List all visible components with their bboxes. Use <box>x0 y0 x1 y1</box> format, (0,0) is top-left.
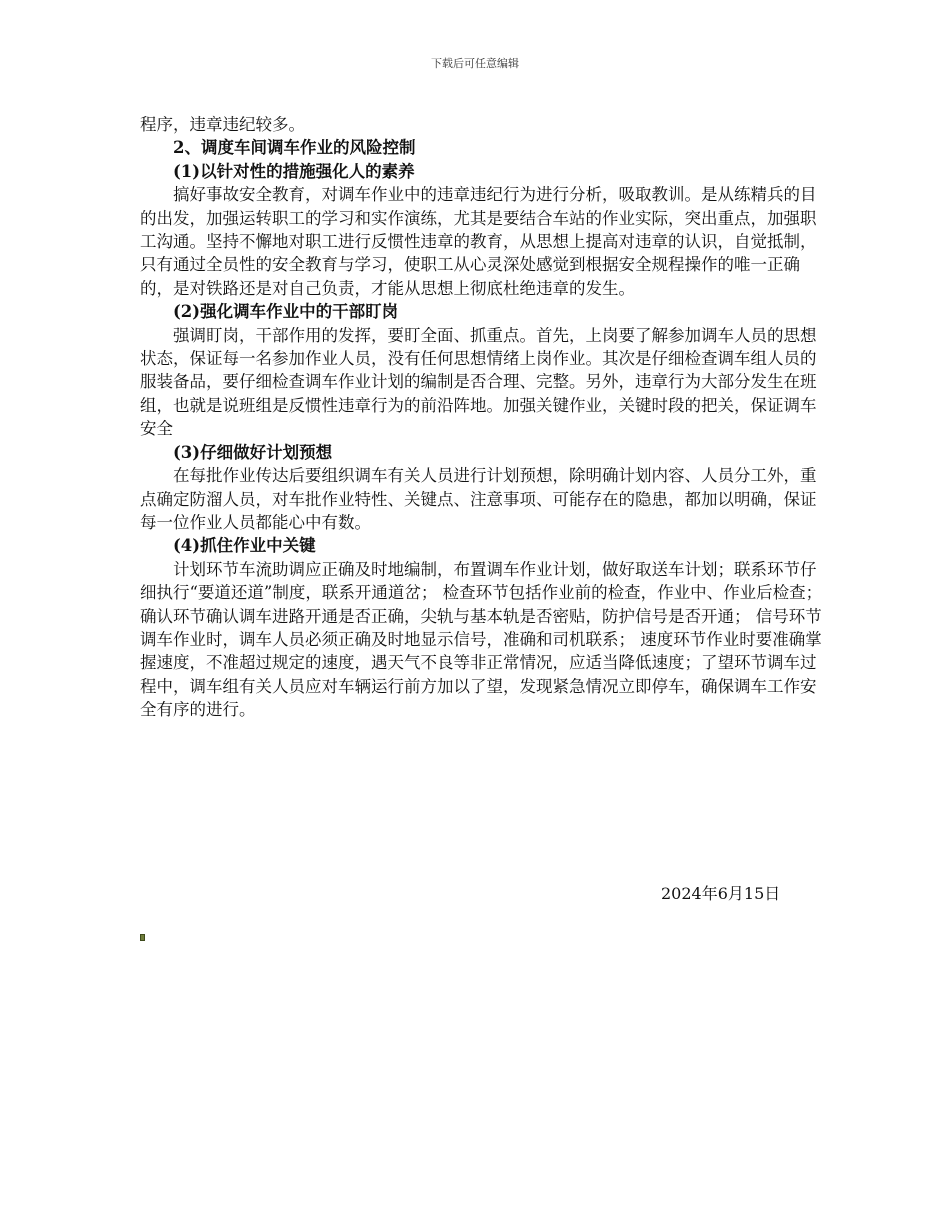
document-date: 2024年6月15日 <box>661 884 781 903</box>
paragraph-1: 搞好事故安全教育，对调车作业中的违章违纪行为进行分析，吸取教训。是从练精兵的目的出发，加强运转职工的学习和实作演练，尤其是要结合车站的作业实际，突出重点，加强职工沟通。坚持不懈地对职工进行反惯性违章的教育，从思想上提高对违章的认识，自觉抵制，只有通过全员性的安全教育与学习，使职工从心灵深处感觉到根据安全规程操作的唯一正确的，是对铁路还是对自己负责，才能从思想上彻底杜绝违章的发生。 <box>140 185 817 298</box>
paragraph-4: 计划环节车流助调应正确及时地编制，布置调车作业计划，做好取送车计划；联系环节仔细执行“要道还道”制度，联系开通道岔； 检查环节包括作业前的检查，作业中、作业后检查； 确认环节确认调车进路开通是否正确，尖轨与基本轨是否密贴，防护信号是否开通； 信号环节调车作业时，调车人员必须正确及时地显示信号，准确和司机联系； 速度环节作业时要准确掌握速度，不准超过规定的速度，遇天气不良等非正常情况，应适当降低速度；了望环节调车过程中，调车组有关人员应对车辆运行前方加以了望，发现紧急情况立即停车，确保调车工作安全有序的进行。 <box>140 559 823 720</box>
section-heading: 2、调度车间调车作业的风险控制 <box>173 138 416 158</box>
subsection-heading-4: (4)抓住作业中关键 <box>173 536 316 556</box>
page-header: 下载后可任意编辑 <box>431 57 519 70</box>
subsection-heading-2: (2)强化调车作业中的干部盯岗 <box>173 302 399 322</box>
paragraph-2: 强调盯岗，干部作用的发挥，要盯全面、抓重点。首先，上岗要了解参加调车人员的思想状态，保证每一名参加作业人员，没有任何思想情绪上岗作业。其次是仔细检查调车组人员的服装备品，要仔细检查调车作业计划的编制是否合理、完整。另外，违章行为大部分发生在班组，也就是说班组是反惯性违章行为的前沿阵地。加强关键作业，关键时段的把关，保证调车安全 <box>140 325 817 439</box>
subsection-heading-1: (1)以针对性的措施强化人的素养 <box>173 161 415 181</box>
document-body <box>140 113 830 722</box>
small-marker-icon <box>140 934 145 941</box>
paragraph-continuation: 程序，违章违纪较多。 <box>140 115 305 134</box>
paragraph-3: 在每批作业传达后要组织调车有关人员进行计划预想，除明确计划内容、人员分工外，重点确定防溜人员，对车批作业特性、关键点、注意事项、可能存在的隐患，都加以明确，保证每一位作业人员都能心中有数。 <box>140 466 817 532</box>
subsection-heading-3: (3)仔细做好计划预想 <box>173 442 333 462</box>
